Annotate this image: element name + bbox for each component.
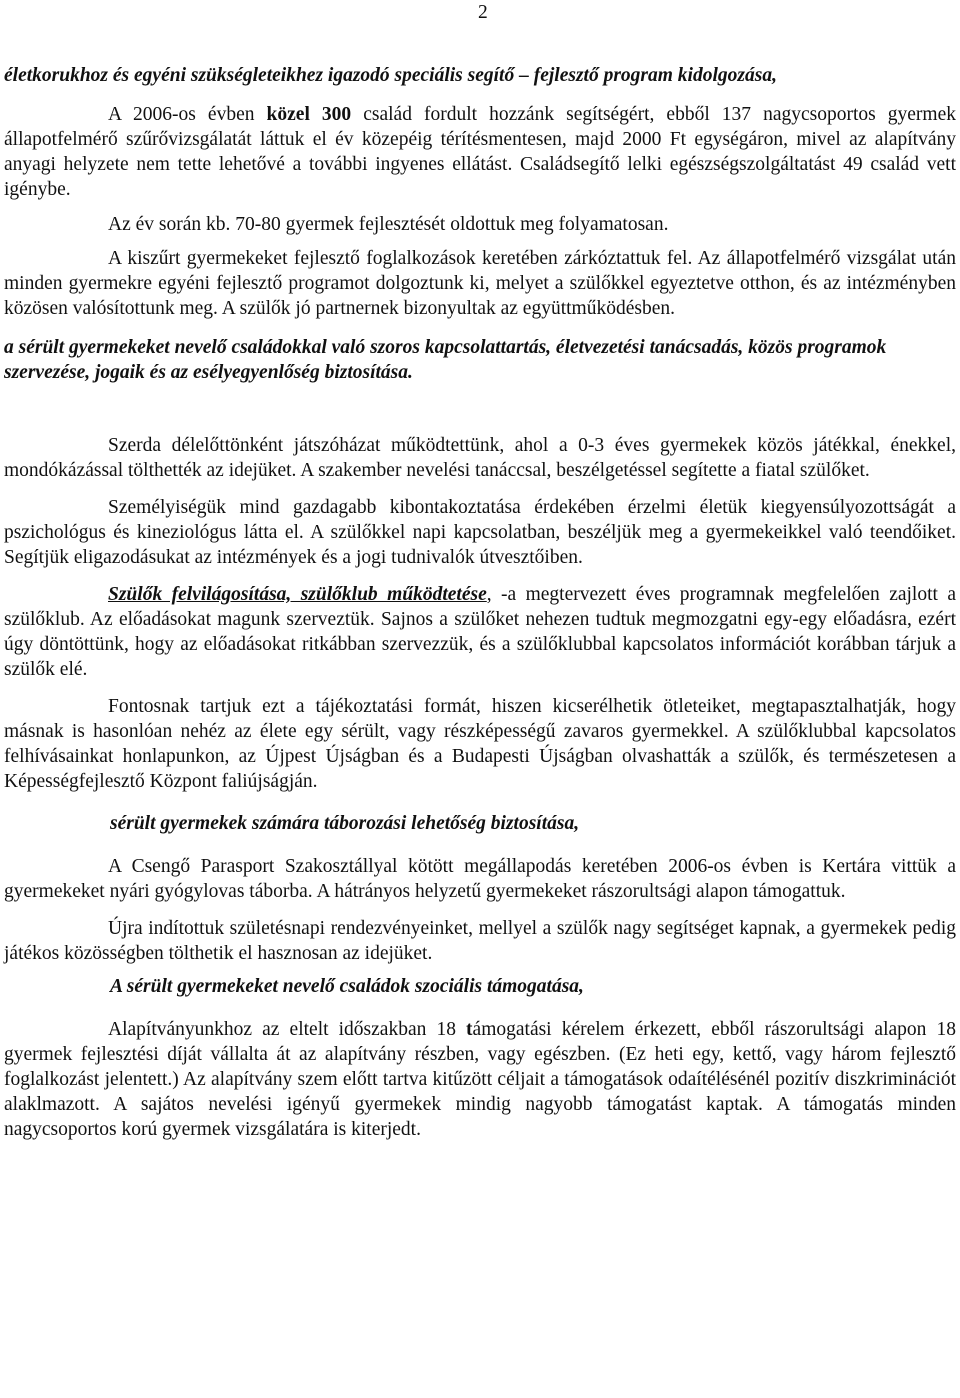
document-body <box>4 63 956 1142</box>
section-heading-camp: sérült gyermekek számára táborozási lehetőség biztosítása, <box>110 813 580 834</box>
paragraph-text: Alapítványunkhoz az eltelt időszakban 18 <box>108 1019 467 1040</box>
section-heading-family-contact: a sérült gyermekeket nevelő családokkal való szoros kapcsolattartás, életvezetési tanácsadás, közös programok szervezése, jogaik és az esélyegyenlőség biztosítása. <box>4 337 887 383</box>
paragraph-individual-program: A kiszűrt gyermekeket fejlesztő foglalkozások keretében zárkóztattuk fel. Az állapotfelmérő vizsgálat után minden gyermekre egyéni fejlesztő programot dolgoztunk ki, melyet a szülőkkel egyeztetve otthon, és az intézményben közösen valósítottunk meg. A szülők jó partnernek bizonyultak az együttműködésben. <box>4 248 956 319</box>
paragraph-support-requests <box>4 1017 956 1142</box>
paragraph-birthday-events: Újra indítottuk születésnapi rendezvényeinket, mellyel a szülők nagy segítséget kapnak, a gyermekek pedig játékos közösségben tölthetik el hasznosan az idejüket. <box>4 918 956 964</box>
paragraph-information-form: Fontosnak tartjuk ezt a tájékoztatási formát, hiszen kicserélhetik ötleteiket, megtapasztalhatják, hogy másnak is hasonlóan nehéz az élete egy sérült, vagy részképességű zavaros gyermekkel. A szülőklubbal kapcsolatos felhívásainkat honlapunkon, az Újpest Újságban és a Budapesti Újságban olvashatták a szülők, és természetesen a Képességfejlesztő Központ faliújságján. <box>4 696 956 792</box>
paragraph-riding-camp: A Csengő Parasport Szakosztállyal kötött megállapodás keretében 2006-os évben is Kertára vittük a gyermekeket nyári gyógylovas táborba. A hátrányos helyzetű gyermekeket rászorultsági alapon támogattuk. <box>4 856 956 902</box>
bold-count: közel 300 <box>266 104 352 125</box>
section-heading-social-support: A sérült gyermekeket nevelő családok szociális támogatása, <box>110 976 584 997</box>
paragraph-text: család fordult hozzánk segítségért, ebből 137 nagycsoportos gyermek állapotfelmérő szűrővizsgálatát láttuk el év közepéig térítésmentesen, majd 2000 Ft egységáron, mivel az alapítvány anyagi helyzete nem tette lehetővé a további ingyenes ellátást. Családsegítő lelki egészségszolgáltatást 49 család vett igénybe. <box>4 104 957 200</box>
paragraph-families-served <box>4 102 956 202</box>
paragraph-parent-club <box>4 582 956 682</box>
paragraph-playhouse: Szerda délelőttönként játszóházat működtettünk, ahol a 0-3 éves gyermekek közös játékkal, énekkel, mondókázással tölthették az idejüket. A szakember nevelési tanáccsal, beszélgetéssel segítette a fiatal szülőket. <box>4 435 956 481</box>
paragraph-text: , -a megtervezett éves programnak megfelelően zajlott a szülőklub. Az előadásokat magunk szerveztük. Sajnos a szülőket nehezen tudtuk megmozgatni egy-egy előadásra, ezért úgy döntöttünk, hogy az előadásokat ritkábban szervezzük, és a szülőklubbal kapcsolatos információt korábban tárjuk a szülők elé. <box>4 584 956 680</box>
parent-club-emphasis: Szülők felvilágosítása, szülőklub működtetése <box>108 584 487 605</box>
bold-letter: t <box>466 1019 473 1040</box>
section-heading-development-program: életkorukhoz és egyéni szükségleteikhez igazodó speciális segítő – fejlesztő program kidolgozása, <box>4 65 777 86</box>
paragraph-text: A 2006-os évben <box>108 104 267 125</box>
paragraph-personality: Személyiségük mind gazdagabb kibontakoztatása érdekében érzelmi életük kiegyensúlyozottságát a pszichológus és kineziológus látta el. A szülőkkel napi kapcsolatban, beszéljük meg a gyermekeikkel való teendőiket. Segítjük eligazodásukat az intézmények és a jogi tudnivalók útvesztőiben. <box>4 497 956 568</box>
paragraph-text: ámogatási kérelem érkezett, ebből rászorultsági alapon 18 gyermek fejlesztési díját vállalta át az alapítvány részben, vagy egészben. (Ez heti egy, kettő, vagy három fejlesztő foglalkozást jelentett.) Az alapítvány szem előtt tartva kitűzött céljait a támogatások odaítélésénél pozitív diszkriminációt alaklmazott. A sajátos nevelési igényű gyermekek mindig nagyobb támogatást kaptak. A támogatás minden nagycsoportos korú gyermek vizsgálatára is kiterjedt. <box>4 1019 956 1140</box>
page-number: 2 <box>478 2 488 23</box>
paragraph-children-developed: Az év során kb. 70-80 gyermek fejlesztését oldottuk meg folyamatosan. <box>108 214 669 235</box>
